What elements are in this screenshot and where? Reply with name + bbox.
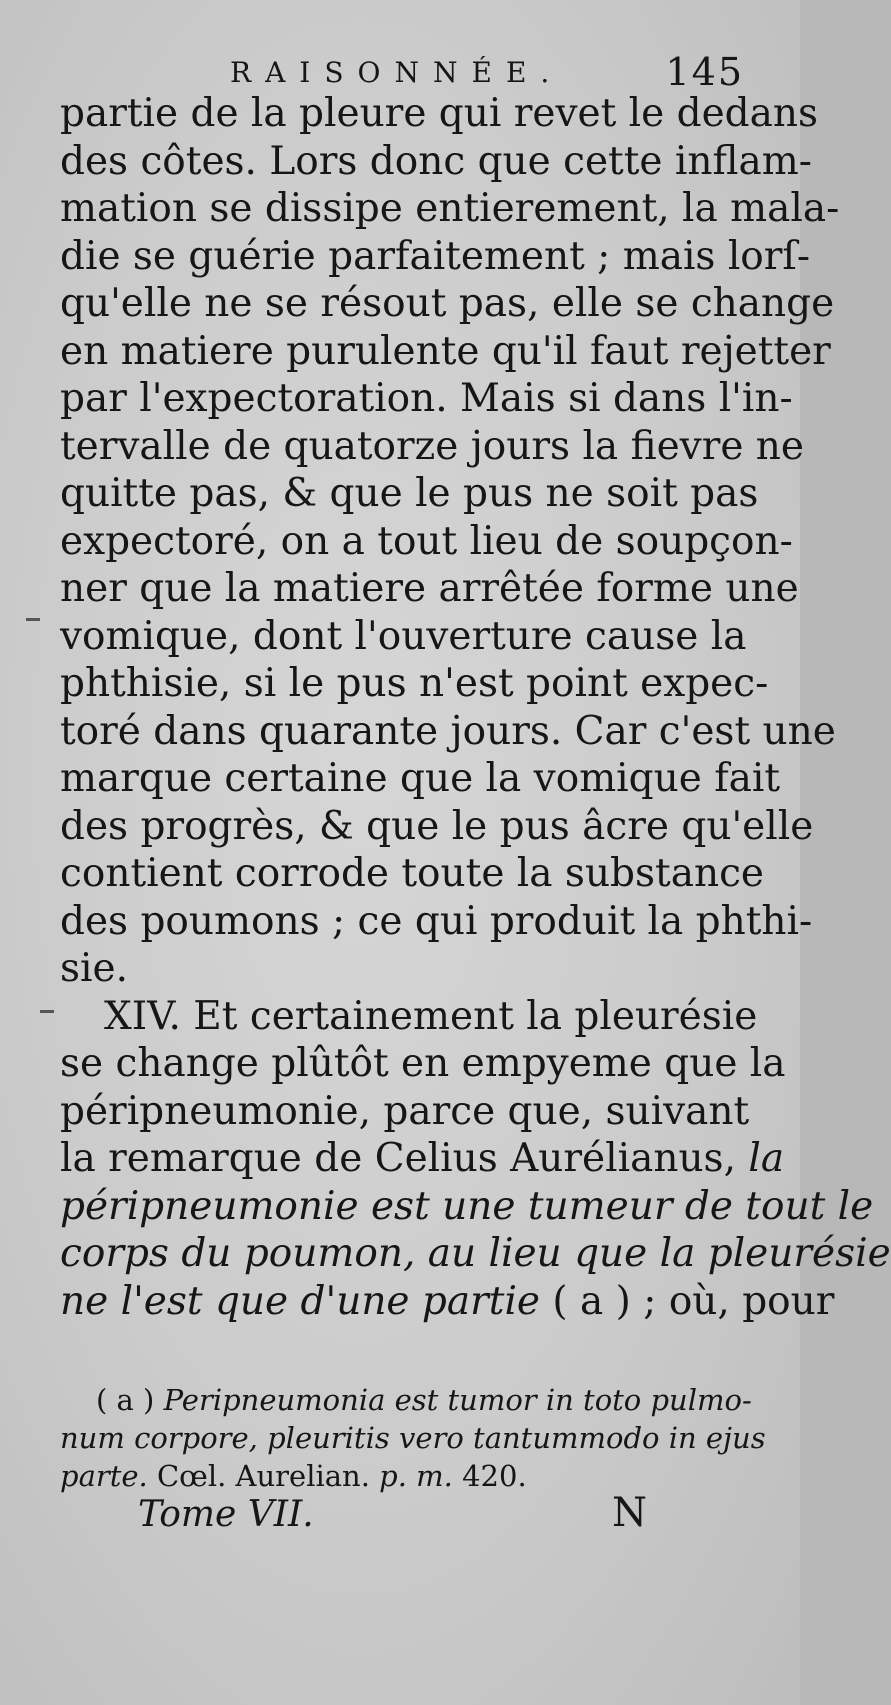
running-head-title: RAISONNÉE. <box>230 56 564 89</box>
footnote-line <box>60 1381 752 1419</box>
quotation-line: péripneumonie est une tumeur de tout le <box>60 1183 874 1229</box>
footnote-italic: parte. <box>60 1459 148 1493</box>
text-line: phthisie, si le pus n'est point expec- <box>60 661 769 706</box>
footnote-italic: Peripneumonia est tumor in toto pulmo- <box>163 1383 752 1417</box>
signature-mark: N <box>612 1490 647 1536</box>
margin-dash <box>40 1010 54 1013</box>
text-line: sie. <box>60 946 128 991</box>
text-line: des poumons ; ce qui produit la phthi- <box>60 898 813 944</box>
text-italic: la <box>748 1136 785 1181</box>
text-line-mixed <box>60 1135 785 1183</box>
text-line: vomique, dont l'ouverture cause la <box>60 613 747 659</box>
text-line-mixed <box>60 1278 835 1326</box>
text-line: toré dans quarante jours. Car c'est une <box>60 708 836 754</box>
text-roman: la remarque de Celius Aurélianus, <box>60 1136 736 1181</box>
page-number: 145 <box>665 50 744 94</box>
text-line: marque certaine que la vomique fait <box>60 756 781 801</box>
text-line: des côtes. Lors donc que cette inflam- <box>60 138 812 184</box>
text-roman: ( a ) ; où, pour <box>552 1278 835 1324</box>
footnote <box>60 1381 766 1495</box>
text-line: des progrès, & que le pus âcre qu'elle <box>60 803 814 849</box>
signature-line <box>60 1490 740 1544</box>
volume-label: Tome VII. <box>138 1494 314 1535</box>
text-line: mation se dissipe entierement, la mala- <box>60 186 840 231</box>
footnote-line <box>60 1419 766 1457</box>
text-line: expectoré, on a tout lieu de soupçon- <box>60 518 793 564</box>
text-line: se change plûtôt en empyeme que la <box>60 1041 786 1086</box>
text-line: quitte pas, & que le pus ne soit pas <box>60 471 759 516</box>
text-line: qu'elle ne se résout pas, elle se change <box>60 281 835 326</box>
margin-dash <box>26 618 40 621</box>
text-line: par l'expectoration. Mais si dans l'in- <box>60 376 793 421</box>
footnote-ref: p. m. <box>379 1459 453 1493</box>
text-line: partie de la pleure qui revet le dedans <box>60 91 819 136</box>
text-line: ner que la matiere arrêtée forme une <box>60 566 799 611</box>
footnote-citation: Cœl. Aurelian. <box>156 1459 370 1493</box>
body-text <box>60 90 891 1325</box>
text-line: péripneumonie, parce que, suivant <box>60 1088 750 1134</box>
footnote-italic: num corpore, pleuritis vero tantummodo in ejus <box>60 1421 766 1455</box>
text-line: die se guérie parfaitement ; mais lorſ- <box>60 233 811 279</box>
text-italic: ne l'est que d'une partie <box>60 1278 540 1324</box>
text-line: contient corrode toute la substance <box>60 851 764 896</box>
quotation-line: corps du poumon, au lieu que la pleurésie <box>60 1231 891 1276</box>
section-xiv-heading-line: XIV. Et certainement la pleurésie <box>104 993 758 1039</box>
text-line: tervalle de quatorze jours la fievre ne <box>60 423 805 469</box>
footnote-ref-number: 420. <box>462 1459 527 1493</box>
footnote-marker: ( a ) <box>96 1383 155 1417</box>
text-line: en matiere purulente qu'il faut rejetter <box>60 328 831 374</box>
